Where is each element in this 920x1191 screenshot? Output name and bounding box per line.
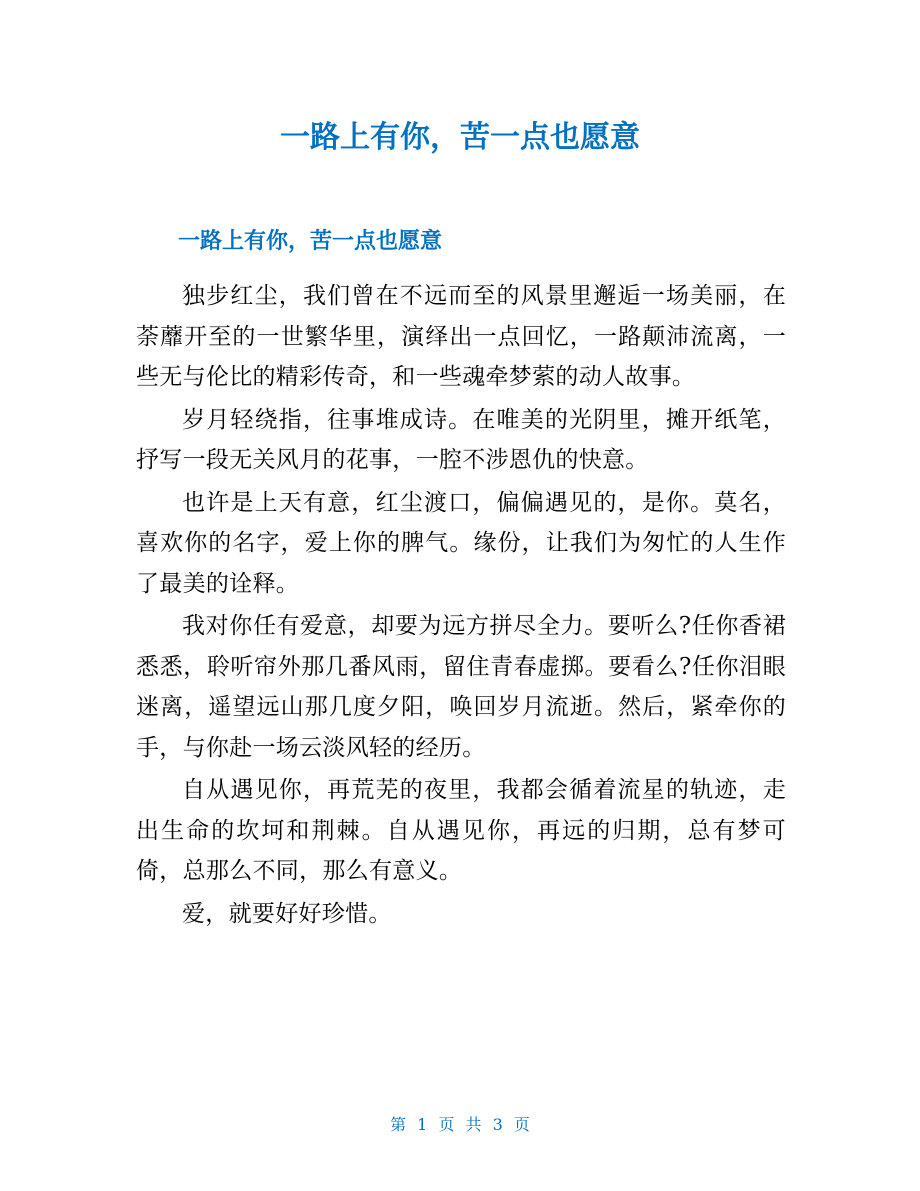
- paragraph: 岁月轻绕指，往事堆成诗。在唯美的光阴里，摊开纸笔，抒写一段无关风月的花事，一腔不涉恩仇的快意。: [136, 406, 786, 473]
- paragraph: 也许是上天有意，红尘渡口，偏偏遇见的，是你。莫名，喜欢你的名字，爱上你的脾气。缘份，让我们为匆忙的人生作了最美的诠释。: [136, 489, 786, 597]
- page-number-footer: 第 1 页 共 3 页: [390, 1115, 530, 1134]
- article-heading: 一路上有你，苦一点也愿意: [178, 229, 443, 254]
- article-body: [136, 276, 786, 936]
- paragraph: 独步红尘，我们曾在不远而至的风景里邂逅一场美丽，在荼蘼开至的一世繁华里，演绎出一点回忆，一路颠沛流离，一些无与伦比的精彩传奇，和一些魂牵梦萦的动人故事。: [136, 283, 786, 390]
- paragraph: 自从遇见你，再荒芜的夜里，我都会循着流星的轨迹，走出生命的坎坷和荆棘。自从遇见你，再远的归期，总有梦可倚，总那么不同，那么有意义。: [136, 777, 786, 884]
- paragraph: 爱，就要好好珍惜。: [182, 900, 392, 927]
- document-title: 一路上有你，苦一点也愿意: [280, 120, 640, 155]
- paragraph: 我对你任有爱意，却要为远方拼尽全力。要听么?任你香裙悉悉，聆听帘外那几番风雨，留住青春虚掷。要看么?任你泪眼迷离，遥望远山那几度夕阳，唤回岁月流逝。然后，紧牵你的手，与你赴一场云淡风轻的经历。: [136, 613, 786, 761]
